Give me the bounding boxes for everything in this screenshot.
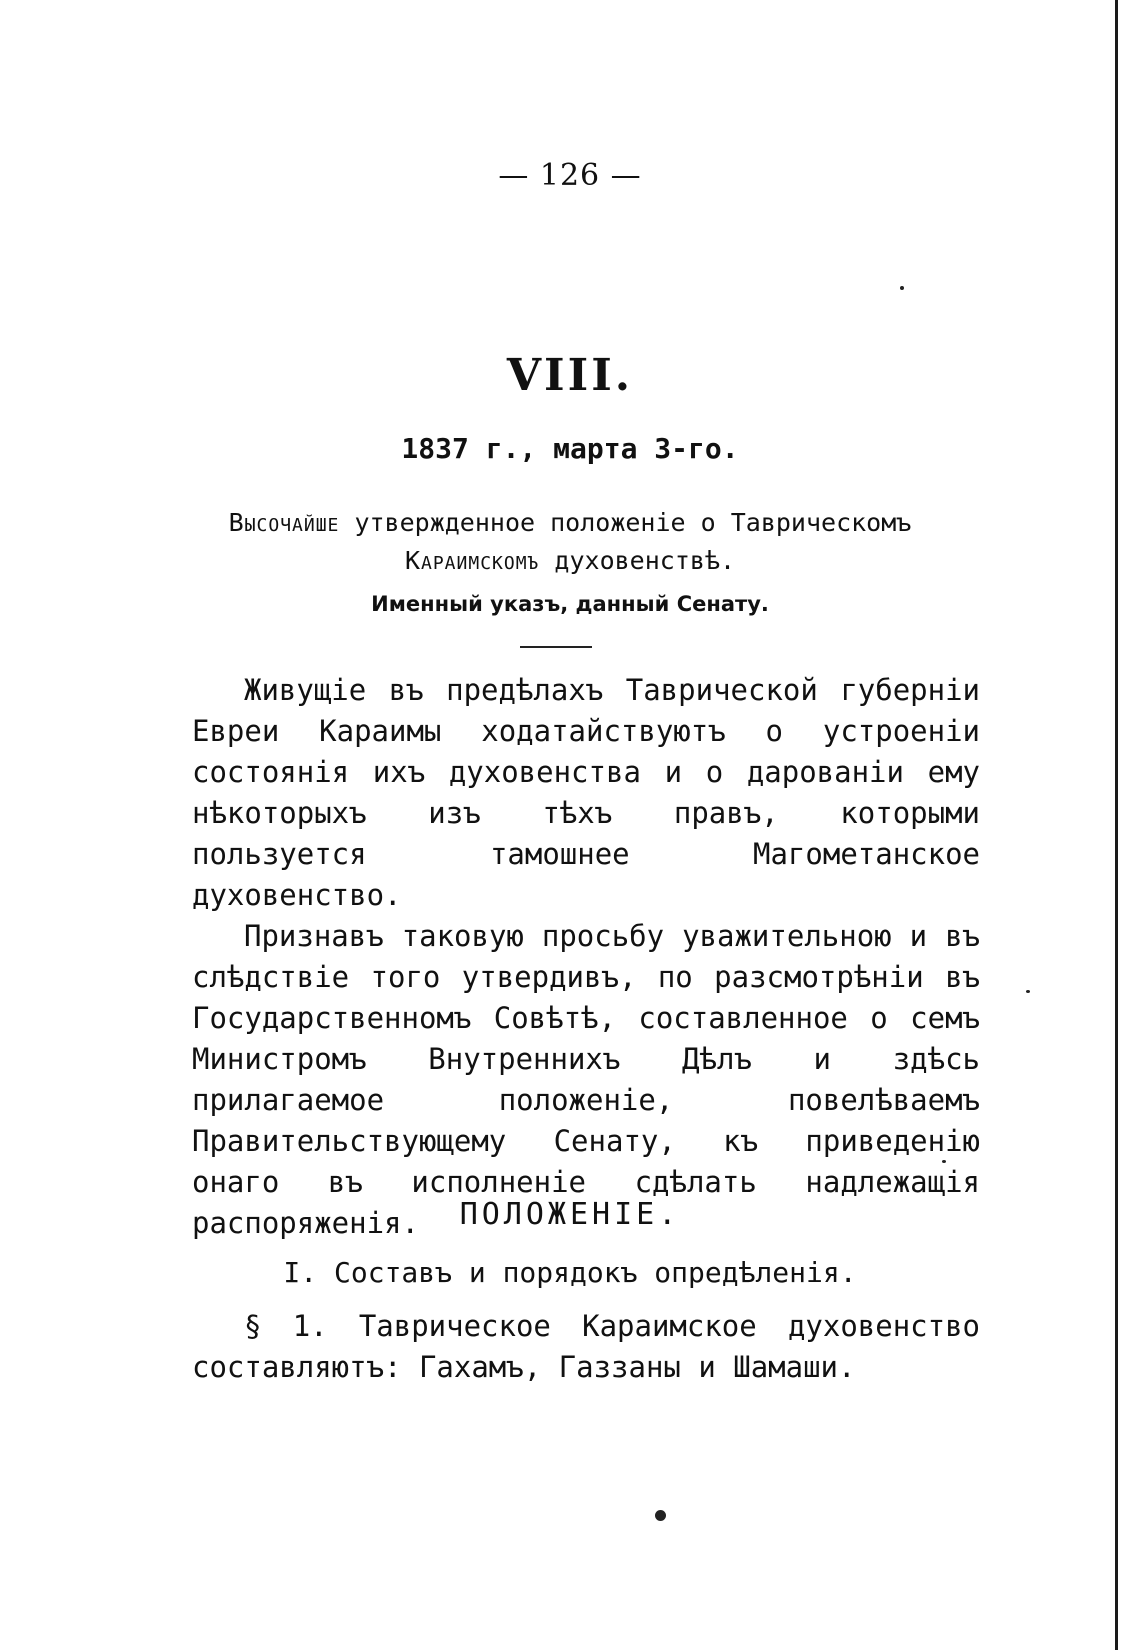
chapter-numeral: VIII. bbox=[506, 350, 634, 401]
section-title: I. Составъ и порядокъ опредѣленія. bbox=[283, 1256, 857, 1289]
clause-block bbox=[192, 1306, 980, 1388]
regulation-heading: ПОЛОЖЕНІЕ. bbox=[459, 1197, 681, 1232]
paragraph-1: Живущіе въ предѣлахъ Таврической губерніи Евреи Караимы ходатайствуютъ о устроеніи состоянія ихъ духовенства и о дарованіи ему нѣкоторыхъ изъ тѣхъ правъ, которыми пользуется тамошнее Магометанское духовенство. bbox=[192, 673, 980, 912]
ink-speck bbox=[655, 1510, 666, 1521]
decree-title-line-2 bbox=[0, 542, 1140, 580]
decree-title-rest-2: духовенствѣ. bbox=[539, 546, 736, 575]
decree-title-rest-1: утвержденное положеніе о Таврическомъ bbox=[339, 508, 912, 537]
ink-speck bbox=[1026, 990, 1030, 993]
decree-body bbox=[192, 670, 980, 1244]
ink-speck bbox=[900, 286, 904, 290]
clause-1: § 1. Таврическое Караимское духовенство составляютъ: Гахамъ, Газзаны и Шамаши. bbox=[192, 1309, 980, 1384]
page-edge-rule bbox=[1115, 0, 1118, 1650]
separator-rule bbox=[520, 646, 592, 648]
decree-date: 1837 г., марта 3-го. bbox=[401, 432, 739, 465]
page-number: — 126 — bbox=[498, 158, 642, 193]
ink-speck bbox=[942, 1160, 946, 1163]
paragraph-2: Признавъ таковую просьбу уважительною и въ слѣдствіе того утвердивъ, по разсмотрѣніи въ Государственномъ Совѣтѣ, составленное о семъ Министромъ Внутреннихъ Дѣлъ и здѣсь прилагаемое положеніе, повелѣваемъ Правительствующему Сенату, къ приведенію онаго въ исполненіе сдѣлать надлежащія распоряженія. bbox=[192, 919, 980, 1240]
decree-title-smallcaps-2: Караимскомъ bbox=[404, 546, 540, 575]
decree-title bbox=[0, 504, 1140, 580]
decree-subtitle: Именный указъ, данный Сенату. bbox=[371, 592, 769, 616]
decree-title-smallcaps-1: Высочайше bbox=[228, 508, 340, 537]
decree-title-line-1 bbox=[0, 504, 1140, 542]
